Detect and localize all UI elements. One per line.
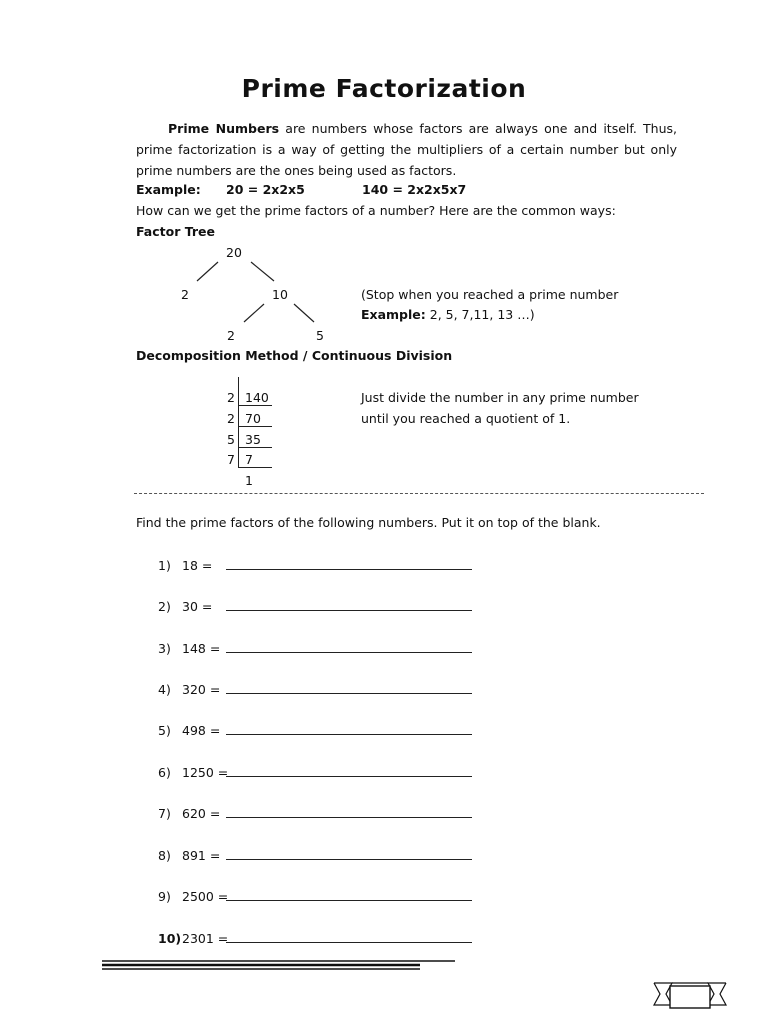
question-item: 6) 1250 = <box>158 764 472 780</box>
question-ways: How can we get the prime factors of a number? Here are the common ways: <box>136 203 616 218</box>
tree-right: 10 <box>272 287 288 302</box>
answer-blank[interactable] <box>226 847 472 860</box>
section-divider <box>134 493 704 494</box>
question-item: 1) 18 = <box>158 557 472 573</box>
division-value: 140 <box>238 390 272 406</box>
ribbon-icon <box>652 980 728 1010</box>
question-item: 3) 148 = <box>158 640 472 656</box>
division-divisor: 2 <box>227 390 235 405</box>
tree-root: 20 <box>226 245 242 260</box>
tree-note-example-label: Example: <box>361 307 426 322</box>
tree-note-example-values: 2, 5, 7,11, 13 …) <box>425 307 535 322</box>
question-item: 2) 30 = <box>158 598 472 614</box>
answer-blank[interactable] <box>226 598 472 611</box>
answer-blank[interactable] <box>226 722 472 735</box>
division-final: 1 <box>245 473 253 488</box>
division-note-2: until you reached a quotient of 1. <box>361 411 571 426</box>
division-value: 35 <box>238 432 272 448</box>
factor-tree-heading: Factor Tree <box>136 224 216 239</box>
question-item: 8) 891 = <box>158 847 472 863</box>
division-value: 70 <box>238 411 272 427</box>
tree-right-left: 2 <box>227 328 235 343</box>
intro-term: Prime Numbers <box>168 121 280 136</box>
tree-left: 2 <box>181 287 189 302</box>
answer-blank[interactable] <box>226 557 472 570</box>
answer-blank[interactable] <box>226 888 472 901</box>
division-heading: Decomposition Method / Continuous Division <box>136 348 453 363</box>
answer-blank[interactable] <box>226 681 472 694</box>
tree-note-example <box>361 307 535 322</box>
tree-right-right: 5 <box>316 328 324 343</box>
footer-rule <box>100 958 460 972</box>
example-second: 140 = 2x2x5x7 <box>362 182 467 197</box>
page-title: Prime Factorization <box>241 74 527 103</box>
answer-blank[interactable] <box>226 930 472 943</box>
intro-text: are numbers whose factors are always one and itself. Thus, prime factorization is a way of getting the multipliers of a certain number but only prime numbers are the ones being used as factors. <box>136 121 677 178</box>
tree-note: (Stop when you reached a prime number <box>361 287 619 302</box>
question-item: 4) 320 = <box>158 681 472 697</box>
division-divisor: 2 <box>227 411 235 426</box>
answer-blank[interactable] <box>226 640 472 653</box>
question-item: 5) 498 = <box>158 722 472 738</box>
division-divisor: 5 <box>227 432 235 447</box>
question-item: 9) 2500 = <box>158 888 472 904</box>
answer-blank[interactable] <box>226 764 472 777</box>
instructions: Find the prime factors of the following numbers. Put it on top of the blank. <box>136 515 601 530</box>
example-first: 20 = 2x2x5 <box>226 182 305 197</box>
division-divisor: 7 <box>227 452 235 467</box>
division-value: 7 <box>238 452 272 468</box>
example-label: Example: <box>136 182 201 197</box>
question-item: 10)2301 = <box>158 930 472 946</box>
question-item: 7) 620 = <box>158 805 472 821</box>
division-note-1: Just divide the number in any prime number <box>361 390 639 405</box>
answer-blank[interactable] <box>226 805 472 818</box>
